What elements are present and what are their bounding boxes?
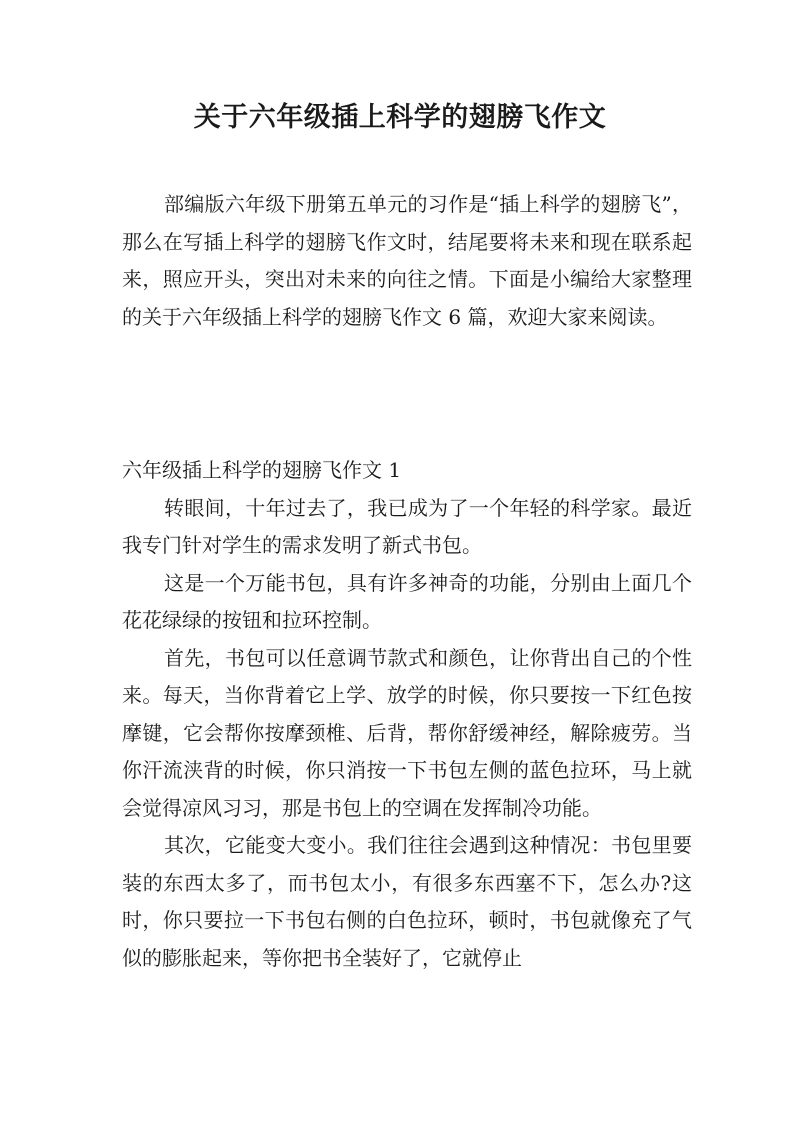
essay-paragraph: 这是一个万能书包，具有许多神奇的功能，分别由上面几个花花绿绿的按钮和拉环控制。: [122, 570, 692, 632]
essay-paragraph: 首先，书包可以任意调节款式和颜色，让你背出自己的个性来。每天，当你背着它上学、放学的时候，你只要按一下红色按摩键，它会帮你按摩颈椎、后背，帮你舒缓神经，解除疲劳。当你汗流浃背的时候，你只消按一下书包左侧的蓝色拉环，马上就会觉得凉风习习，那是书包上的空调在发挥制冷功能。: [122, 645, 692, 820]
document-title: 关于六年级插上科学的翅膀飞作文: [193, 102, 607, 133]
intro-paragraph: 部编版六年级下册第五单元的习作是“插上科学的翅膀飞”，那么在写插上科学的翅膀飞作文时，结尾要将未来和现在联系起来，照应开头，突出对未来的向往之情。下面是小编给大家整理的关于六年级插上科学的翅膀飞作文 6 篇，欢迎大家来阅读。: [122, 192, 692, 329]
essay-section: [122, 452, 692, 977]
essay-paragraph: 其次，它能变大变小。我们往往会遇到这种情况：书包里要装的东西太多了，而书包太小，有很多东西塞不下，怎么办?这时，你只要拉一下书包右侧的白色拉环，顿时，书包就像充了气似的膨胀起来，等你把书全装好了，它就停止: [122, 833, 692, 970]
essay-paragraph: 转眼间，十年过去了，我已成为了一个年轻的科学家。最近我专门针对学生的需求发明了新式书包。: [122, 495, 692, 557]
section-heading: 六年级插上科学的翅膀飞作文 1: [122, 458, 402, 482]
